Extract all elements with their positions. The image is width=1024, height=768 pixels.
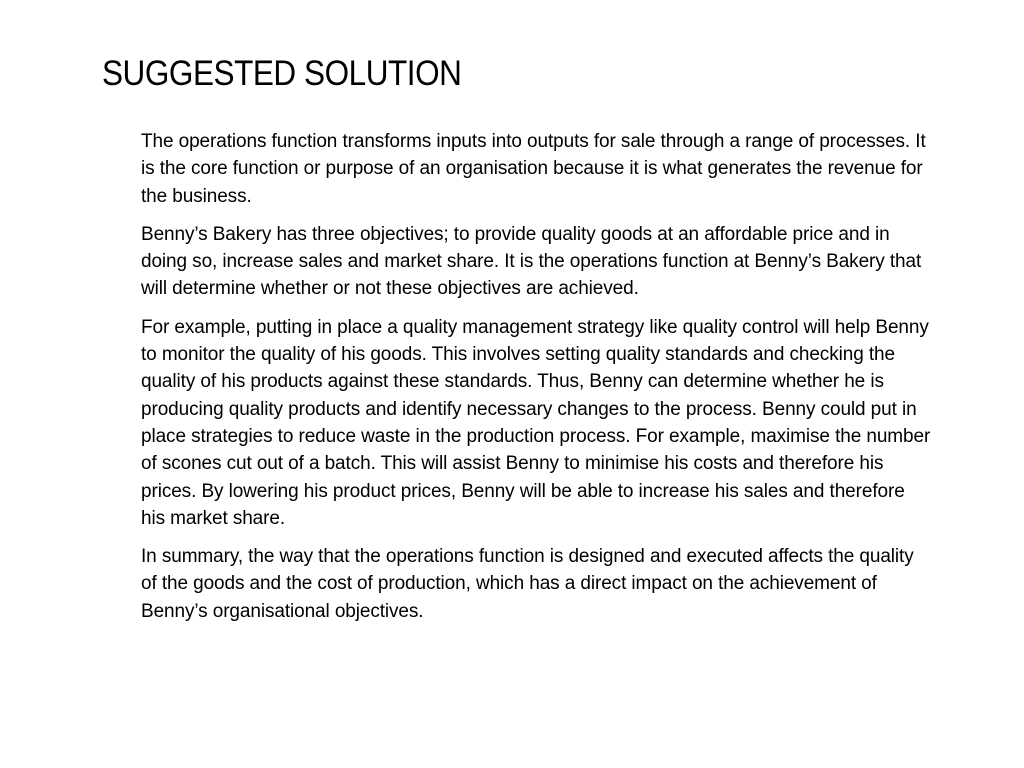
paragraph-summary: In summary, the way that the operations function is designed and executed affects the quality of the goods and the cost of production, which has a direct impact on the achievement of Benny’s organisational objectives.: [141, 546, 914, 622]
paragraph-bakery-objectives: Benny’s Bakery has three objectives; to provide quality goods at an affordable price and in doing so, increase sales and market share. It is the operations function at Benny’s Bakery that will determine whether or not these objectives are achieved.: [141, 223, 922, 300]
paragraph-operations-definition: The operations function transforms inputs into outputs for sale through a range of processes. It is the core function or purpose of an organisation because it is what generates the revenue for the business.: [141, 131, 926, 207]
slide-title: SUGGESTED SOLUTION: [102, 54, 462, 93]
slide-body: [141, 128, 931, 636]
paragraph-example-strategies: For example, putting in place a quality management strategy like quality control will help Benny to monitor the quality of his goods. This involves setting quality standards and checking the quality of his products against these standards. Thus, Benny can determine whether he is producing quality products and identify necessary changes to the process. Benny could put in place strategies to reduce waste in the production process. For example, maximise the number of scones cut out of a batch. This will assist Benny to minimise his costs and therefore his prices. By lowering his product prices, Benny will be able to increase his sales and therefore his market share.: [141, 316, 931, 529]
